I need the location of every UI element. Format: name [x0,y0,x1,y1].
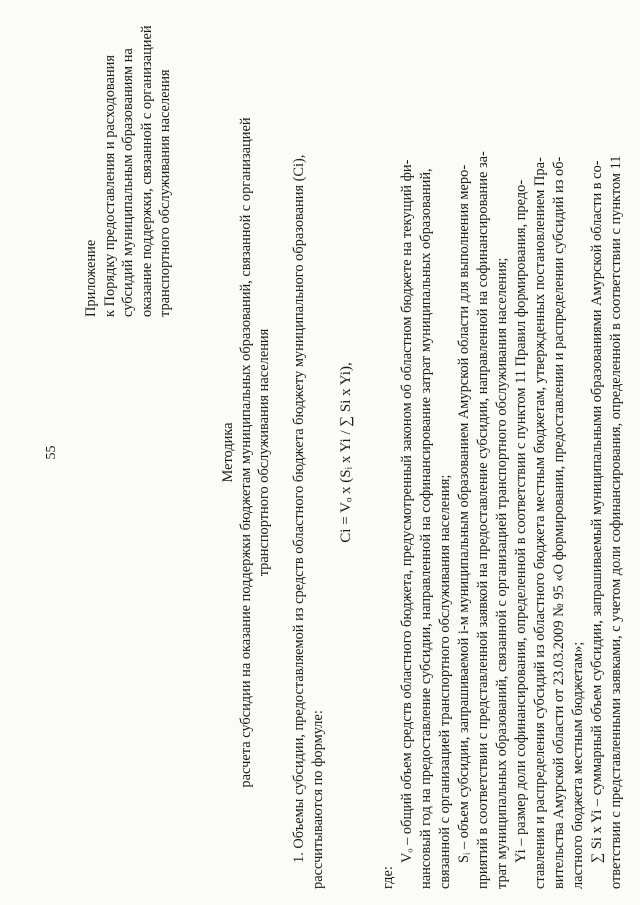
definition-line: Sᵢ – объем субсидии, запрашиваемой i-м муниципальным образованием Амурской области для выполнения меро- [456,164,472,863]
definition-line: ластного бюджета местным бюджетам»; [570,641,586,889]
appendix-block [82,17,175,317]
definition-line: ответствии с представленными заявками, с учетом доли софинансирования, определенной в соответствии с пунктом 11 [608,155,624,889]
appendix-line: транспортного обслуживания населения [157,69,174,317]
document-heading: Методика [220,422,236,483]
paragraph-line: рассчитываются по формуле: [310,710,326,889]
formula: Ci = Vₒ x (Sᵢ x Yi / ∑ Si x Yi), [338,362,354,543]
definition-line: вительства Амурской области от 23.03.2009 № 95 «О формировании, предоставлении и распределении субсидий из об- [551,156,567,889]
definition-line: нансовый год на предоставление субсидии, направленной на софинансирование затрат муниципальных образований, [418,168,434,889]
appendix-line: субсидий муниципальным образованиям на [120,48,137,317]
paragraph-line: 1. Объемы субсидии, предоставляемой из средств областного бюджета бюджету муниципального образования (Ci), [291,154,307,863]
document-title-line: расчета субсидии на оказание поддержки бюджетам муниципальных образований, связанной с организацией [238,117,254,788]
definition-line: ∑ Si x Yi – суммарный объем субсидии, запрашиваемый муниципальными образованиями Амурской области в со- [589,160,605,863]
appendix-line: оказание поддержки, связанной с организацией [138,25,155,317]
definition-line: трат муниципальных образований, связанной с организацией транспортного обслуживания населения; [494,257,510,889]
definition-line: Yi – размер доли софинансирования, определенной в соответствии с пунктом 11 Правил формирования, предо- [513,179,529,863]
definition-line: Vₒ – общий объем средств областного бюджета, предусмотренный законом об областном бюджете на текущий фи- [399,159,415,863]
appendix-line: Приложение [83,239,99,317]
where-label: где: [380,866,396,889]
page-number: 55 [44,445,59,460]
document-title-line: транспортного обслуживания населения [256,328,272,577]
appendix-line: к Порядку предоставления и расходования [101,55,118,317]
definition-line: ставления и распределения субсидий из областного бюджета местным бюджетам, утвержденных постановлением Пра- [532,157,548,889]
definition-line: приятий в соответствии с представленной заявкой на предоставление субсидии, направленной на софинансирование за- [475,151,491,889]
definition-line: связанной с организацией транспортного обслуживания населения; [437,474,453,889]
